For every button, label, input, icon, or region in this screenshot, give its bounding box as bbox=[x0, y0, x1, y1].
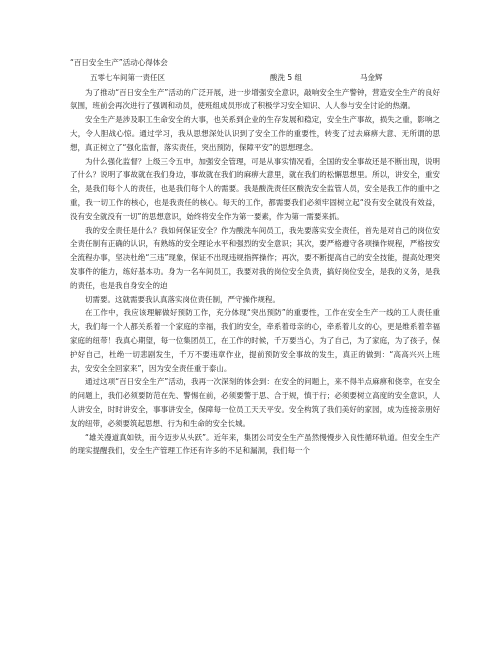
paragraph-3: 为什么强化监督？上级三令五申，加强安全管理，可是从事实情况看，全国的安全事故还是不断出现，说明了什么？说明了事故就在我们身边，事故就在我们的麻痹大意里，就在我们的松懈思想里。所以，讲安全，重安全，是我们每个人的责任，也是我们每个人的需要。我是酸洗责任区酸洗安全监管人员，安全是我工作的重中之重，我一切工作的核心，也是我责任的核心。每天的工作，都需要我们必须牢固树立起“没有安全就没有效益，没有安全就没有一切”的思想意识，始终将安全作为第一要素，作为第一需要来抓。 bbox=[70, 156, 440, 221]
team-name: 酸洗 5 组 bbox=[270, 72, 303, 82]
paragraph-5: 切需要。这就需要我认真落实岗位责任制，严守操作规程。 bbox=[85, 294, 280, 304]
paragraph-2: 安全生产是涉及职工生命安全的大事，也关系到企业的生存发展和稳定，安全生产事故，损失之重，影响之大，令人胆战心惊。通过学习，我从思想深处认识到了安全工作的重要性，转变了过去麻痹大意、无所谓的思想，真正树立了“强化监督，落实责任，突出预防，保障平安”的思想理念。 bbox=[70, 115, 440, 152]
paragraph-8: “雄关漫道真如铁，而今迈步从头跃”。近年来，集团公司安全生产虽然慢慢步入良性循环轨道。但安全生产的现实提醒我们，安全生产管理工作还有许多的不足和漏洞，我们每一个 bbox=[70, 432, 440, 456]
document-title: “百日安全生产”活动心得体会 bbox=[70, 58, 168, 67]
author-name: 马金辉 bbox=[360, 72, 383, 82]
paragraph-1: 为了推动“百日安全生产”活动的广泛开展，进一步增强安全意识，敲响安全生产警钟，营造安全生产的良好氛围，班前会再次进行了强调和动员，使班组成员形成了积极学习安全知识、人人参与安全讨论的热潮。 bbox=[70, 87, 440, 111]
unit-name: 五零七车间第一责任区 bbox=[90, 72, 165, 82]
author-line bbox=[70, 71, 440, 85]
paragraph-7: 通过这项“百日安全生产”活动，我再一次深刻的体会到：在安全的问题上，来不得半点麻痹和侥幸，在安全的问题上，我们必须要防范在先、警惕在前，必须要警于思、合于规，慎于行；必须要树立高度的安全意识，人人讲安全，时时讲安全，事事讲安全，保障每一位员工天天平安。安全构筑了我们美好的家园，成为连接亲朋好友的纽带，必须要筑起思想、行为和生命的安全长城。 bbox=[70, 377, 440, 428]
paragraph-4: 我的安全责任是什么？我如何保证安全？作为酸洗车间员工，我先要落实安全责任，首先是对自己的岗位安全责任制有正确的认识，有熟练的安全理论水平和强烈的安全意识；其次，要严格遵守各项操作规程，严格按安全流程办事，坚决杜绝“三违”现象，保证不出现违规指挥操作；再次，要不断提高自己的安全技能，提高处理突发事件的能力，练好基本功。身为一名车间员工，我要对我的岗位安全负责，搞好岗位安全，是我的义务，是我的责任，也是我自身安全的迫 bbox=[70, 225, 440, 290]
paragraph-6: 在工作中，我应该理解做好预防工作，充分体现“突出预防”的重要性，工作在安全生产一线的工人责任重大，我们每一个人都关系着一个家庭的幸福，我们的安全，牵系着母亲的心，牵系着儿女的心，更是维系着幸福家庭的纽带！我真心期望，每一位集团员工，在工作的时候，千万要当心，为了自己，为了家庭，为了孩子，保护好自己，杜绝一切悲剧发生，千万不要违章作业，提前预防安全事故的发生，真正的做到：“高高兴兴上班去，安安全全回家来”，因为安全责任重于泰山。 bbox=[70, 308, 440, 373]
